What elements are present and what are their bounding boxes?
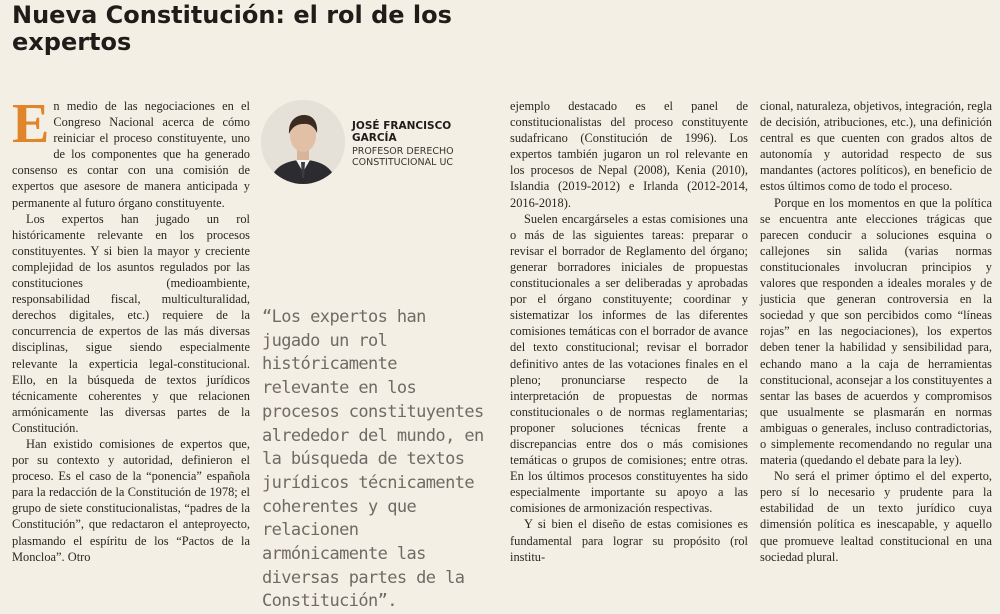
article-column-4: [760, 98, 992, 565]
author-role: PROFESOR DERECHO CONSTITUCIONAL UC: [352, 146, 454, 168]
paragraph: Los expertos han jugado un rol históricamente relevante en los procesos constituyentes. Y si bien la mayor y creciente complejidad de los asuntos regulados por las constituciones (medioambiente, responsabilidad fiscal, multiculturalidad, derechos digitales, etc.) requiere de la concurrencia de expertos de las más diversas disciplinas, sigue siendo especialmente relevante la experticia legal-constitucional. Ello, en la búsqueda de textos jurídicos técnicamente coherentes y que relacionen armónicamente las diversas partes de la Constitución.: [12, 211, 250, 435]
author-byline: [352, 120, 492, 168]
article-column-1: [12, 93, 250, 565]
author-portrait-icon: [261, 100, 345, 184]
article-column-3: [510, 98, 748, 565]
paragraph: cional, naturaleza, objetivos, integración, regla de decisión, atribuciones, etc.), una definición central es que cuenten con grados altos de autonomía y autoridad respecto de sus mandantes (actores políticos), en beneficio de estos últimos como de todo el proceso.: [760, 99, 992, 194]
paragraph: Suelen encargárseles a estas comisiones una o más de las siguientes tareas: preparar o revisar el borrador de Reglamento del órgano; generar borradores iniciales de propuestas constitucionales a ser deliberadas y aprobadas por el órgano constituyente; coordinar y sistematizar los informes de las diferentes comisiones temáticas con el borrador de avance del texto constitucional; revisar el borrador definitivo antes de las votaciones finales en el pleno; pronunciarse respecto de la interpretación de propuestas de normas constitucionales o de normas reglamentarias; proponer soluciones técnicas frente a discrepancias entre dos o más comisiones temáticas o grupos de comisiones; entre otras. En los últimos procesos constituyentes ha sido especialmente importante su apoyo a las comisiones de armonización respectivas.: [510, 211, 748, 516]
headline: Nueva Constitución: el rol de los expertos: [12, 1, 452, 56]
paragraph: ejemplo destacado es el panel de constitucionalistas del proceso constituyente sudafricano (Constitución de 1996). Los expertos también jugaron un rol relevante en los procesos de Nepal (2008), Kenia (2010), Islandia (2019-2012) e Irlanda (2012-2014, 2016-2018).: [510, 99, 748, 210]
paragraph: n medio de las negociaciones en el Congreso Nacional acerca de cómo reiniciar el proceso constituyente, uno de los componentes que ha generado consenso es contar con una comisión de expertos que asesore de manera anticipada y permanente al futuro órgano constituyente.: [12, 99, 250, 210]
pull-quote: “Los expertos han jugado un rol históricamente relevante en los procesos constituyentes alrededor del mundo, en la búsqueda de textos jurídicos técnicamente coherentes y que relacionen armónicamente las diversas partes de la Constitución”.: [262, 307, 484, 612]
author-photo: [261, 100, 345, 184]
drop-cap: E: [12, 93, 50, 155]
paragraph: Han existido comisiones de expertos que, por su contexto y autoridad, definieron el proceso. Es el caso de la “ponencia” española para la redacción de la Constitución de 1978; el grupo de siete constitucionalistas, “padres de la Constitución”, que redactaron el anteproyecto, plasmando el espíritu de los “Pactos de la Moncloa”. Otro: [12, 436, 250, 564]
paragraph: Porque en los momentos en que la política se encuentra ante elecciones trágicas que parecen conducir a soluciones esquina o callejones sin salida (varias normas constitucionales involucran principios y valores que responden a ideales morales y de justicia que generan controversia en la sociedad y que son percibidos como “líneas rojas” en las negociaciones), los expertos deben tener la habilidad y sensibilidad para, echando mano a la caja de herramientas constitucional, aconsejar a los constituyentes a sentar las bases de acuerdos y compromisos que usualmente se plasmarán en normas ambiguas o generales, incluso contradictorias, o simplemente recomendando no regular una materia (quedando el debate para la ley).: [760, 195, 992, 468]
author-name: JOSÉ FRANCISCO GARCÍA: [352, 120, 452, 144]
paragraph: Y si bien el diseño de estas comisiones es fundamental para lograr su propósito (rol institu-: [510, 517, 748, 564]
paragraph: No será el primer óptimo el del experto, pero sí lo necesario y prudente para la estabilidad de un texto jurídico cuya dimensión política es inescapable, y aquello que promueve lealtad constitucional en una sociedad plural.: [760, 469, 992, 564]
